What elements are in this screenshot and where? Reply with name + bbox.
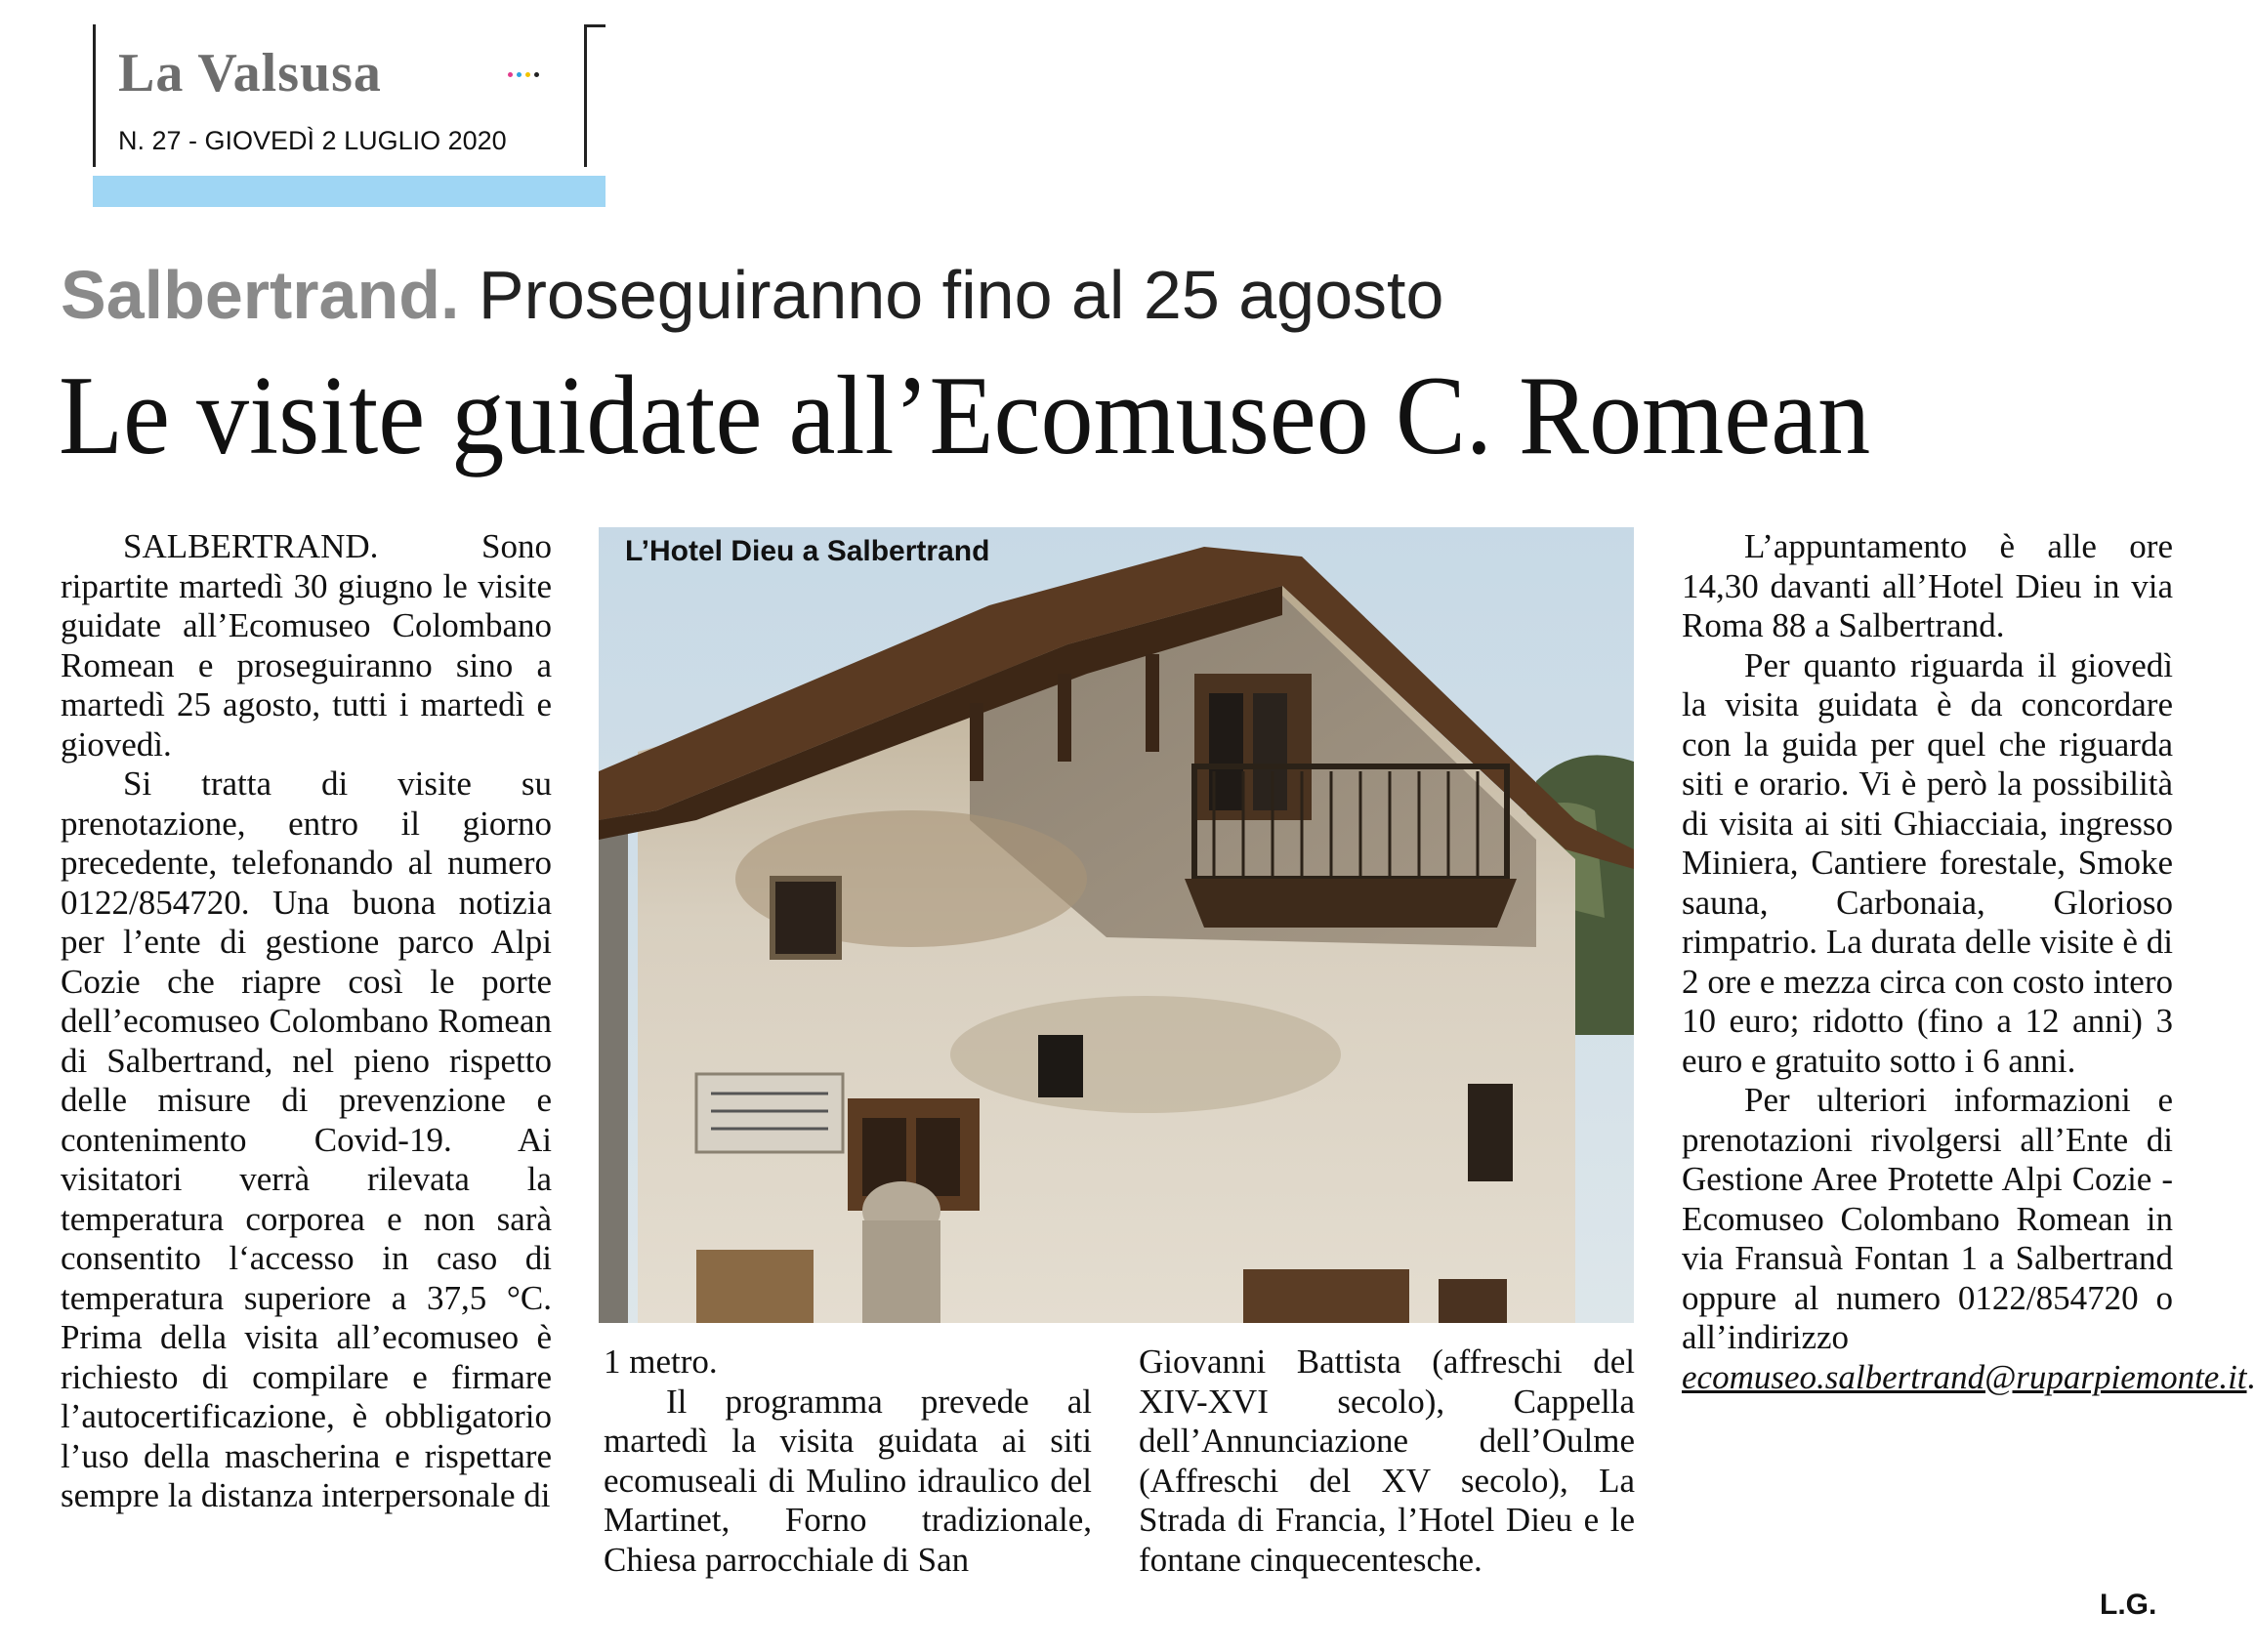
article-column-1 bbox=[61, 527, 552, 1516]
logo-dot bbox=[517, 72, 522, 77]
kicker-place: Salbertrand. bbox=[61, 257, 460, 333]
paragraph: L’appuntamento è alle ore 14,30 davanti all’Hotel Dieu in via Roma 88 a Salbertrand. bbox=[1682, 527, 2173, 644]
paragraph: Si tratta di visite su prenotazione, entro il giorno precedente, telefonando al numero 0122/854720. Una buona notizia per l’ente di gestione parco Alpi Cozie che riapre così le porte dell’ecomuseo Colombano Romean di Salbertrand, nel pieno rispetto delle misure di prevenzione e contenimento Covid-19. Ai visitatori verrà rilevata la temperatura corporea e non sarà consentito l‘accesso in caso di temperatura superiore a 37,5 °C. Prima della visita all’ecomuseo è richiesto di compilare e firmare l’autocertificazione, è obbligatorio l’uso della mascherina e rispettare sempre la distanza interpersonale di bbox=[61, 764, 552, 1514]
paragraph: Il programma prevede al martedì la visita guidata ai siti ecomuseali di Mulino idraulico del Martinet, Forno tradizionale, Chiesa parrocchiale di San bbox=[604, 1382, 1092, 1579]
masthead-top-rule bbox=[584, 24, 606, 27]
masthead bbox=[93, 24, 606, 171]
newspaper-logo: La Valsusa bbox=[118, 43, 382, 103]
paragraph-continuation: 1 metro. bbox=[604, 1342, 718, 1381]
email-link[interactable]: ecomuseo.salbertrand@ruparpiemonte.it bbox=[1682, 1357, 2247, 1396]
article-photo bbox=[599, 527, 1634, 1323]
logo-dot bbox=[525, 72, 530, 77]
logo-color-dots bbox=[508, 58, 543, 83]
issue-date: N. 27 - GIOVEDÌ 2 LUGLIO 2020 bbox=[118, 126, 507, 155]
masthead-right-rule bbox=[584, 24, 587, 167]
author-signature: L.G. bbox=[2100, 1589, 2157, 1621]
kicker bbox=[61, 256, 1443, 334]
kicker-text: Proseguiranno fino al 25 agosto bbox=[478, 257, 1444, 333]
paragraph-continuation: Giovanni Battista (affreschi del XIV-XVI secolo), Cappella dell’Annunciazione dell’Oulme (Affreschi del XV secolo), La Strada di Francia, l’Hotel Dieu e le fontane cinquecentesche. bbox=[1139, 1342, 1635, 1579]
masthead-accent-bar bbox=[93, 176, 606, 207]
article-column-2 bbox=[604, 1342, 1092, 1580]
headline: Le visite guidate all’Ecomuseo C. Romean bbox=[59, 353, 1871, 477]
contact-text: Per ulteriori informazioni e prenotazioni rivolgersi all’Ente di Gestione Aree Protette Alpi Cozie - Ecomuseo Colombano Romean in via Fransuà Fontan 1 a Salbertrand oppure al numero 0122/854720 o all’indirizzo bbox=[1682, 1081, 2173, 1356]
paragraph bbox=[1682, 1081, 2255, 1397]
paragraph: SALBERTRAND. Sono ripartite martedì 30 giugno le visite guidate all’Ecomuseo Colombano Romean e proseguiranno sino a martedì 25 agosto, tutti i martedì e giovedì. bbox=[61, 527, 552, 764]
article-column-4 bbox=[1682, 527, 2255, 1397]
article-column-3 bbox=[1139, 1342, 1635, 1580]
email-end: . bbox=[2246, 1357, 2255, 1396]
masthead-left-rule bbox=[93, 24, 96, 167]
hotel-dieu-photo bbox=[599, 527, 1634, 1323]
paragraph: Per quanto riguarda il giovedì la visita guidata è da concordare con la guida per quel che riguarda siti e orario. Vi è però la possibilità di visita ai siti Ghiacciaia, ingresso Miniera, Cantiere forestale, Smoke sauna, Carbonaia, Glorioso rimpatrio. La durata delle visite è di 2 ore e mezza circa con costo intero 10 euro; ridotto (fino a 12 anni) 3 euro e gratuito sotto i 6 anni. bbox=[1682, 645, 2173, 1080]
photo-caption: L’Hotel Dieu a Salbertrand bbox=[625, 535, 990, 567]
logo-dot bbox=[534, 72, 539, 77]
logo-dot bbox=[508, 72, 513, 77]
